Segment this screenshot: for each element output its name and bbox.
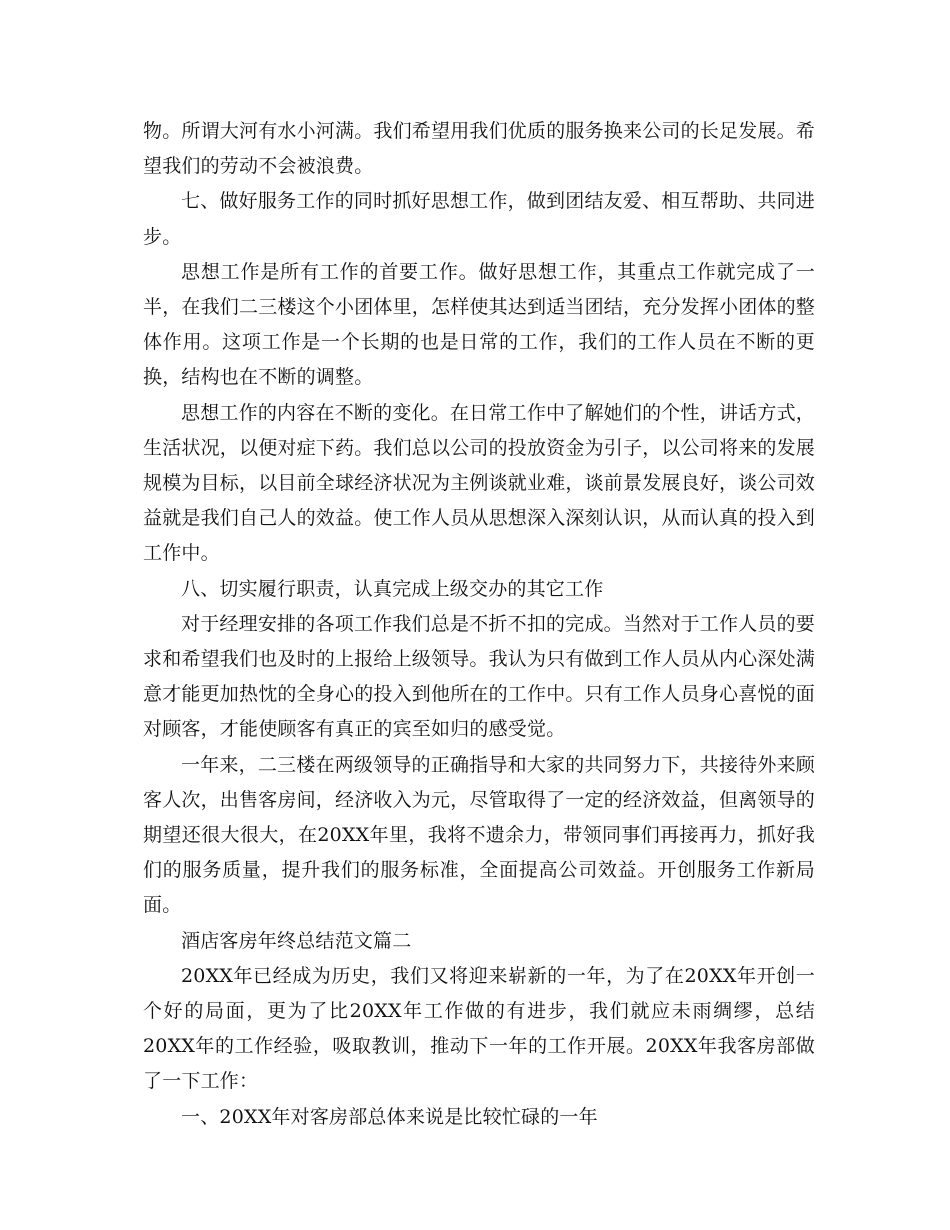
paragraph: 思想工作的内容在不断的变化。在日常工作中了解她们的个性，讲话方式，生活状况，以便对症下药。我们总以公司的投放资金为引子，以公司将来的发展规模为目标，以目前全球经济状况为主例谈就业难，谈前景发展良好，谈公司效益就是我们自己人的效益。使工作人员从思想深入深刻认识，从而认真的投入到工作中。 bbox=[143, 401, 816, 565]
document-body bbox=[143, 114, 815, 1135]
section-heading-eight: 八、切实履行职责，认真完成上级交办的其它工作 bbox=[181, 577, 604, 600]
paragraph: 思想工作是所有工作的首要工作。做好思想工作，其重点工作就完成了一半，在我们二三楼这个小团体里，怎样使其达到适当团结，充分发挥小团体的整体作用。这项工作是一个长期的也是日常的工作，我们的工作人员在不断的更换，结构也在不断的调整。 bbox=[143, 260, 816, 389]
section-heading-seven: 七、做好服务工作的同时抓好思想工作，做到团结友爱、相互帮助、共同进步。 bbox=[143, 190, 815, 248]
article-title: 酒店客房年终总结范文篇二 bbox=[181, 929, 412, 952]
paragraph: 物。所谓大河有水小河满。我们希望用我们优质的服务换来公司的长足发展。希望我们的劳动不会被浪费。 bbox=[143, 120, 816, 178]
paragraph: 一年来，二三楼在两级领导的正确指导和大家的共同努力下，共接待外来顾客人次，出售客房间，经济收入为元，尽管取得了一定的经济效益，但离领导的期望还很大很大，在20XX年里，我将不遗余力，带领同事们再接再力，抓好我们的服务质量，提升我们的服务标准，全面提高公司效益。开创服务工作新局面。 bbox=[143, 753, 816, 917]
paragraph: 对于经理安排的各项工作我们总是不折不扣的完成。当然对于工作人员的要求和希望我们也及时的上报给上级领导。我认为只有做到工作人员从内心深处满意才能更加热忱的全身心的投入到他所在的工作中。只有工作人员身心喜悦的面对顾客，才能使顾客有真正的宾至如归的感受觉。 bbox=[143, 612, 816, 741]
paragraph: 20XX年已经成为历史，我们又将迎来崭新的一年，为了在20XX年开创一个好的局面，更为了比20XX年工作做的有进步，我们就应未雨绸缪，总结20XX年的工作经验，吸取教训，推动下一年的工作开展。20XX年我客房部做了一下工作： bbox=[143, 964, 815, 1093]
section-heading-one: 一、20XX年对客房部总体来说是比较忙碌的一年 bbox=[181, 1105, 598, 1128]
